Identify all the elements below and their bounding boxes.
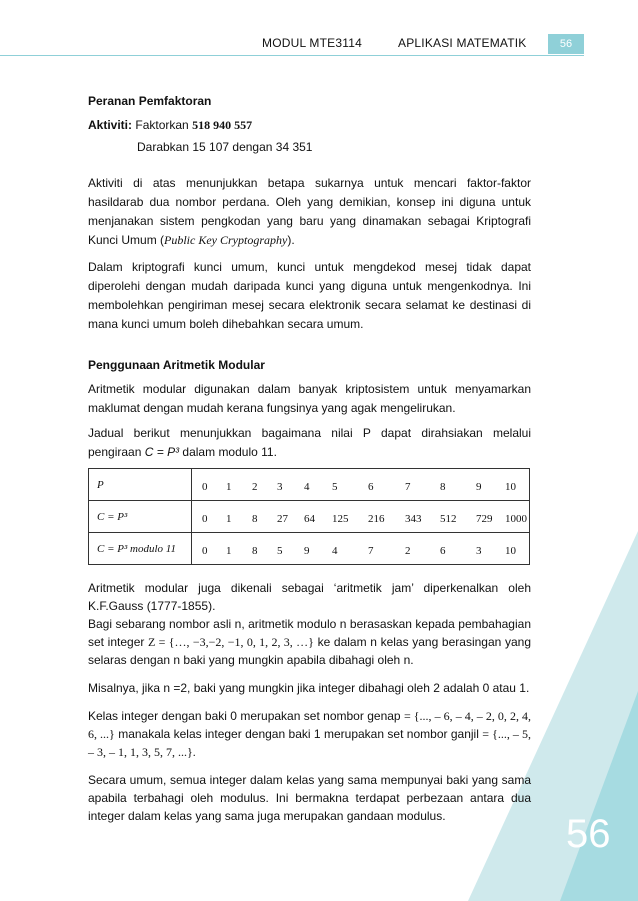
paragraph-modular-2-end: dalam modulo 11.: [182, 445, 277, 459]
table-cell: 5: [332, 481, 338, 493]
table-cell: 4: [332, 545, 338, 557]
table-cell: 8: [440, 481, 446, 493]
paragraph-ganjil-text: manakala kelas integer dengan baki 1 merupakan set nombor ganjil: [118, 727, 479, 741]
integer-set: Z = {…, −3,−2, −1, 0, 1, 2, 3, …}: [148, 635, 314, 649]
table-cell: 2: [252, 481, 258, 493]
table-cell: 6: [440, 545, 446, 557]
cube-mod-table: [88, 468, 530, 565]
table-cell: 4: [304, 481, 310, 493]
paragraph-kriptografi-end: ).: [287, 233, 295, 247]
table-cell: 6: [368, 481, 374, 493]
table-cell: 9: [304, 545, 310, 557]
table-cell: 64: [304, 513, 315, 525]
activity-text: Faktorkan: [135, 118, 189, 132]
table-cell: 5: [277, 545, 283, 557]
table-cell: 1000: [505, 513, 527, 525]
section-heading-pemfaktoran: Peranan Pemfaktoran: [88, 94, 212, 108]
paragraph-modular-2-text: Jadual berikut menunjukkan bagaimana nilai P dapat dirahsiakan melalui pengiraan: [88, 426, 531, 459]
table-row: [89, 501, 530, 533]
paragraph-kriptografi: [88, 174, 531, 250]
header-divider: [0, 55, 584, 56]
table-cell: 10: [505, 481, 516, 493]
paragraph-set-integer: [88, 615, 531, 669]
table-row-values: [192, 533, 530, 565]
paragraph-kunci-umum: Dalam kriptografi kunci umum, kunci untuk mengdekod mesej tidak dapat diperolehi dengan mudah daripada kunci yang diguna untuk mengenkodnya. Ini membolehkan pengiriman mesej secara elektronik secara selamat ke destinasi di mana kunci umum boleh dihebahkan secara umum.: [88, 260, 531, 331]
paragraph-genap-text: Kelas integer dengan baki 0 merupakan set nombor genap: [88, 709, 401, 723]
table-cell: 3: [476, 545, 482, 557]
header-page-badge: 56: [548, 34, 584, 54]
table-cell: 3: [277, 481, 283, 493]
table-row-head: C = P³: [89, 501, 192, 533]
even-set: = {..., – 6, – 4, – 2, 0, 2, 4, 6, ...}: [88, 709, 531, 741]
paragraph-modular-1: Aritmetik modular digunakan dalam banyak kriptosistem untuk menyamarkan maklumat dengan mudah kerana fungsinya yang agak mengelirukan.: [88, 382, 531, 415]
header-module: MODUL MTE3114: [262, 36, 362, 50]
table-cell: 0: [202, 513, 208, 525]
page-header: [0, 36, 638, 54]
table-cell: 343: [405, 513, 422, 525]
table-row: [89, 469, 530, 501]
activity-line-2: Darabkan 15 107 dengan 34 351: [137, 140, 313, 154]
paragraph-modulus: Secara umum, semua integer dalam kelas yang sama mempunyai baki yang sama apabila terbahagi oleh modulus. Ini bermakna terdapat perbezaan antara dua integer dalam kelas yang sama juga merupakan gandaan modulus.: [88, 773, 531, 823]
table-row-head: C = P³ modulo 11: [89, 533, 192, 565]
table-cell: 2: [405, 545, 411, 557]
paragraph-n-2: Misalnya, jika n =2, baki yang mungkin jika integer dibahagi oleh 2 adalah 0 atau 1.: [88, 681, 530, 695]
table-cell: 0: [202, 481, 208, 493]
activity-number: 518 940 557: [192, 118, 253, 132]
table-cell: 729: [476, 513, 493, 525]
page-content: [88, 88, 531, 825]
paragraph-kriptografi-text: Aktiviti di atas menunjukkan betapa sukarnya untuk mencari faktor-faktor hasildarab dua nombor perdana. Oleh yang demikian, konsep ini diguna untuk menjanakan sistem pengkodan yang baru yang dinamakan sebagai Kriptografi Kunci Umum (: [88, 176, 531, 247]
table-cell: 7: [405, 481, 411, 493]
activity-line: [88, 116, 531, 134]
paragraph-modular-2: [88, 424, 531, 462]
table-cell: 0: [202, 545, 208, 557]
table-cell: 7: [368, 545, 374, 557]
header-title: APLIKASI MATEMATIK: [398, 36, 527, 50]
table-cell: 512: [440, 513, 457, 525]
paragraph-genap-ganjil: [88, 707, 531, 761]
table-cell: 10: [505, 545, 516, 557]
paragraph-set-integer-end: ke dalam n kelas yang berasingan yang selaras dengan n baki yang mungkin apabila dibahagi oleh n.: [88, 635, 531, 667]
footer-page-number: 56: [566, 812, 611, 856]
table-cell: 8: [252, 513, 258, 525]
odd-set: = {..., – 5, – 3, – 1, 1, 3, 5, 7, ...}.: [88, 727, 531, 759]
table-cell: 216: [368, 513, 385, 525]
paragraph-set-integer-text: Bagi sebarang nombor asli n, aritmetik modulo n berasaskan kepada pembahagian set integer: [88, 617, 531, 649]
paragraph-modular-2-formula: C = P³: [144, 445, 180, 459]
table-cell: 27: [277, 513, 288, 525]
section-heading-modular: Penggunaan Aritmetik Modular: [88, 358, 265, 372]
table-cell: 125: [332, 513, 349, 525]
table-cell: 8: [252, 545, 258, 557]
table-row-values: [192, 469, 530, 501]
paragraph-gauss: Aritmetik modular juga dikenali sebagai ‘aritmetik jam’ diperkenalkan oleh K.F.Gauss (1777-1855).: [88, 581, 531, 613]
table-cell: 1: [226, 481, 232, 493]
table-row-head: P: [89, 469, 192, 501]
table-cell: 9: [476, 481, 482, 493]
activity-label: Aktiviti:: [88, 118, 133, 132]
table-cell: 1: [226, 545, 232, 557]
paragraph-kriptografi-italic: Public Key Cryptography: [164, 233, 288, 247]
table-row-values: [192, 501, 530, 533]
table-row: [89, 533, 530, 565]
corner-decoration-dark: [560, 691, 638, 901]
table-cell: 1: [226, 513, 232, 525]
